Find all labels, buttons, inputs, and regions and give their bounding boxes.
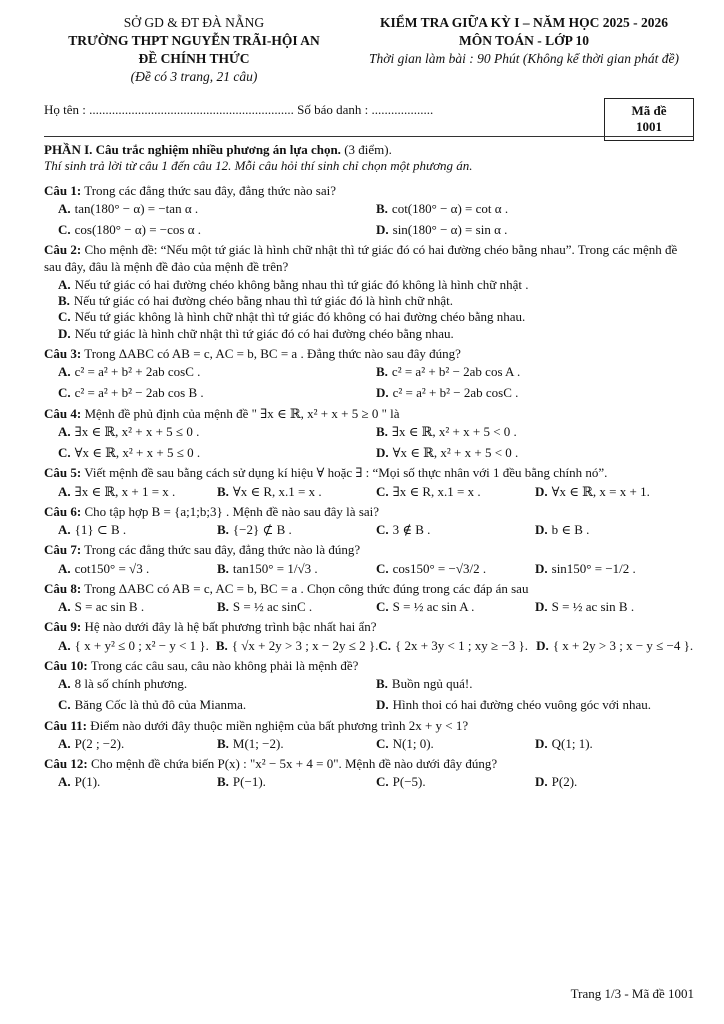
- answer-option-b[interactable]: [376, 424, 694, 440]
- option-key: D.: [376, 222, 389, 237]
- answer-option-c[interactable]: [376, 522, 535, 538]
- answer-option-c[interactable]: [376, 736, 535, 752]
- answer-option-a[interactable]: [58, 277, 694, 293]
- option-key: B.: [376, 423, 388, 439]
- answer-option-b[interactable]: [376, 201, 694, 217]
- question-10: [44, 658, 694, 714]
- answer-option-c[interactable]: [58, 309, 694, 325]
- answer-option-a[interactable]: [58, 561, 217, 577]
- part-heading: [44, 142, 694, 158]
- option-text: c² = a² + b² + 2ab cosC .: [74, 364, 201, 379]
- option-key: B.: [376, 676, 388, 691]
- option-text: { x + 2y > 3 ; x − y ≤ −4 }.: [552, 637, 694, 653]
- answer-option-a[interactable]: [58, 484, 217, 500]
- option-key: A.: [58, 560, 71, 576]
- option-text: P(2 ; −2).: [74, 735, 125, 751]
- question-text: Điểm nào dưới đây thuộc miền nghiệm của bất phương trình 2x + y < 1?: [86, 717, 469, 733]
- option-text: S = ac sin B .: [74, 599, 145, 614]
- option-key: D.: [376, 697, 389, 713]
- option-text: c² = a² + b² − 2ab cos B .: [74, 385, 204, 401]
- option-key: C.: [376, 483, 389, 499]
- part-title: PHẦN I. Câu trắc nghiệm nhiều phương án lựa chọn.: [44, 142, 341, 157]
- option-text: sin(180° − α) = sin α .: [392, 222, 508, 237]
- option-text: Nếu tứ giác có hai đường chéo không bằng nhau thì tứ giác đó không là hình chữ nhật .: [74, 276, 529, 292]
- department-name: SỞ GD & ĐT ĐÀ NẴNG: [123, 15, 265, 30]
- question-text: Trong các câu sau, câu nào không phải là mệnh đề?: [87, 657, 359, 673]
- option-key: C.: [58, 309, 71, 325]
- question-text: Cho tập hợp B = {a;1;b;3} . Mệnh đề nào sau đây là sai?: [81, 503, 380, 519]
- answer-option-d[interactable]: [535, 484, 694, 500]
- answer-options: [58, 484, 694, 500]
- option-key: A.: [58, 637, 71, 653]
- question-2: [44, 242, 694, 342]
- question-7: [44, 542, 694, 577]
- answer-option-a[interactable]: [58, 736, 217, 752]
- question-8: [44, 581, 694, 616]
- question-stem: [44, 183, 694, 199]
- exam-title-block: [354, 14, 694, 68]
- option-text: tan150° = 1/√3 .: [232, 560, 318, 576]
- answer-option-a[interactable]: [58, 599, 217, 615]
- question-stem: [44, 504, 694, 520]
- question-label: Câu 1:: [44, 182, 82, 198]
- option-text: M(1; −2).: [232, 735, 284, 751]
- subject-title: MÔN TOÁN - LỚP 10: [458, 33, 589, 48]
- name-and-id-line: Họ tên : ............................................................... Số báo danh : ...................: [44, 102, 434, 117]
- option-key: C.: [58, 385, 71, 401]
- option-key: B.: [376, 200, 388, 216]
- option-text: c² = a² + b² − 2ab cos A .: [391, 364, 521, 379]
- option-key: C.: [376, 735, 389, 751]
- question-label: Câu 9:: [44, 619, 82, 635]
- option-key: B.: [215, 637, 228, 653]
- option-key: A.: [58, 483, 71, 499]
- option-text: cot150° = √3 .: [74, 560, 150, 576]
- answer-option-a[interactable]: [58, 676, 376, 692]
- answer-option-b[interactable]: [376, 676, 694, 692]
- answer-option-a[interactable]: [58, 201, 376, 217]
- question-stem: [44, 619, 694, 635]
- option-key: B.: [376, 364, 388, 379]
- option-text: cot(180° − α) = cot α .: [391, 200, 509, 216]
- option-key: D.: [535, 483, 548, 499]
- option-text: b ∈ B .: [551, 522, 590, 537]
- question-stem: [44, 242, 694, 275]
- answer-option-b[interactable]: [58, 293, 694, 309]
- question-stem: [44, 465, 694, 481]
- option-text: S = ½ ac sin A .: [392, 599, 475, 614]
- question-label: Câu 7:: [44, 542, 82, 558]
- option-key: B.: [217, 560, 229, 576]
- answer-options: [58, 277, 694, 342]
- option-text: Hình thoi có hai đường chéo vuông góc với nhau.: [392, 697, 652, 713]
- answer-option-c[interactable]: [58, 385, 376, 401]
- exam-content: [44, 142, 694, 791]
- option-key: A.: [58, 276, 71, 292]
- option-key: A.: [58, 599, 71, 614]
- option-text: tan(180° − α) = −tan α .: [74, 200, 199, 216]
- option-key: C.: [376, 599, 389, 614]
- option-text: ∀x ∈ R, x.1 = x .: [232, 483, 322, 499]
- option-text: {−2} ⊄ B .: [232, 522, 292, 537]
- option-key: B.: [217, 483, 229, 499]
- question-text: Hệ nào dưới đây là hệ bất phương trình bậc nhất hai ẩn?: [81, 619, 377, 635]
- answer-options: [58, 736, 694, 752]
- page-count-note: (Đề có 3 trang, 21 câu): [130, 69, 258, 84]
- answer-option-d[interactable]: [535, 774, 694, 790]
- official-label: ĐỀ CHÍNH THỨC: [138, 51, 250, 66]
- answer-option-b[interactable]: [217, 561, 376, 577]
- answer-option-c[interactable]: [378, 638, 536, 654]
- question-1: [44, 183, 694, 239]
- option-key: A.: [58, 364, 71, 379]
- question-stem: [44, 581, 694, 597]
- answer-option-b[interactable]: [217, 736, 376, 752]
- question-list: [44, 183, 694, 791]
- answer-options: [58, 638, 694, 654]
- option-text: ∃x ∈ R, x.1 = x .: [392, 483, 481, 499]
- question-12: [44, 756, 694, 791]
- part-instruction: Thí sinh trả lời từ câu 1 đến câu 12. Mỗi câu hỏi thí sinh chỉ chọn một phương án.: [44, 158, 473, 174]
- option-text: ∀x ∈ ℝ, x = x + 1.: [551, 483, 650, 499]
- option-text: Buồn ngủ quá!.: [391, 676, 473, 691]
- question-stem: [44, 718, 694, 734]
- option-text: c² = a² + b² − 2ab cosC .: [392, 385, 519, 401]
- question-label: Câu 4:: [44, 405, 82, 421]
- question-9: [44, 619, 694, 654]
- option-text: ∃x ∈ ℝ, x² + x + 5 ≤ 0 .: [74, 423, 200, 439]
- question-4: [44, 406, 694, 462]
- option-text: 3 ∉ B .: [392, 522, 431, 537]
- option-key: D.: [535, 560, 548, 576]
- option-text: P(1).: [74, 774, 101, 790]
- answer-option-d[interactable]: [535, 736, 694, 752]
- question-6: [44, 504, 694, 539]
- option-key: C.: [376, 774, 389, 790]
- option-text: {1} ⊂ B .: [74, 522, 127, 537]
- answer-option-a[interactable]: [58, 364, 376, 380]
- question-text: Trong các đẳng thức sau đây, đẳng thức nào là đúng?: [81, 542, 361, 558]
- question-stem: [44, 406, 694, 422]
- question-11: [44, 718, 694, 753]
- question-label: Câu 12:: [44, 756, 88, 771]
- answer-option-a[interactable]: [58, 638, 216, 654]
- question-label: Câu 2:: [44, 242, 82, 258]
- question-3: [44, 346, 694, 402]
- question-stem: [44, 756, 694, 772]
- option-key: D.: [376, 445, 389, 460]
- option-key: A.: [58, 735, 71, 751]
- option-text: Nếu tứ giác là hình chữ nhật thì tứ giác đó có hai đường chéo bằng nhau.: [74, 325, 454, 341]
- answer-option-c[interactable]: [376, 561, 535, 577]
- answer-option-d[interactable]: [376, 385, 694, 401]
- question-label: Câu 8:: [44, 580, 82, 596]
- answer-options: [58, 364, 694, 402]
- answer-option-d[interactable]: [535, 561, 694, 577]
- option-text: N(1; 0).: [392, 735, 434, 751]
- question-text: Trong ΔABC có AB = c, AC = b, BC = a . Chọn công thức đúng trong các đáp án sau: [81, 580, 529, 596]
- header-divider: [44, 136, 694, 137]
- answer-option-d[interactable]: [376, 445, 694, 461]
- option-text: ∀x ∈ ℝ, x² + x + 5 ≤ 0 .: [74, 445, 201, 460]
- answer-option-c[interactable]: [376, 774, 535, 790]
- exam-code-box: Mã đề 1001: [604, 98, 694, 141]
- option-key: B.: [217, 774, 229, 790]
- option-text: cos150° = −√3/2 .: [392, 560, 487, 576]
- option-key: A.: [58, 774, 71, 790]
- question-stem: [44, 542, 694, 558]
- answer-option-d[interactable]: [376, 222, 694, 238]
- student-info: [44, 98, 694, 135]
- option-text: ∃x ∈ ℝ, x² + x + 5 < 0 .: [391, 423, 517, 439]
- answer-options: [58, 774, 694, 790]
- answer-options: [58, 424, 694, 462]
- option-key: A.: [58, 522, 71, 537]
- question-label: Câu 5:: [44, 465, 82, 481]
- question-label: Câu 11:: [44, 717, 87, 733]
- answer-options: [58, 676, 694, 714]
- answer-option-b[interactable]: [217, 522, 376, 538]
- option-text: sin150° = −1/2 .: [551, 560, 636, 576]
- option-key: D.: [535, 774, 548, 790]
- part-points: (3 điểm).: [340, 142, 392, 157]
- answer-option-b[interactable]: [216, 638, 379, 654]
- option-key: D.: [376, 385, 389, 401]
- school-name: TRƯỜNG THPT NGUYỄN TRÃI-HỘI AN: [68, 33, 320, 48]
- option-text: 8 là số chính phương.: [74, 676, 188, 691]
- answer-options: [58, 561, 694, 577]
- option-key: B.: [217, 599, 229, 614]
- answer-option-b[interactable]: [217, 599, 376, 615]
- answer-option-d[interactable]: [58, 326, 694, 342]
- option-key: C.: [58, 445, 71, 460]
- option-text: Nếu tứ giác không là hình chữ nhật thì tứ giác đó không có hai đường chéo bằng nhau.: [74, 309, 526, 325]
- answer-option-d[interactable]: [376, 697, 694, 713]
- answer-option-a[interactable]: [58, 424, 376, 440]
- page-footer: Trang 1/3 - Mã đề 1001: [570, 985, 694, 1001]
- option-text: Băng Cốc là thủ đô của Mianma.: [74, 697, 247, 713]
- option-key: C.: [376, 522, 389, 537]
- option-key: A.: [58, 676, 71, 691]
- option-key: D.: [535, 599, 548, 614]
- answer-option-c[interactable]: [376, 484, 535, 500]
- answer-option-a[interactable]: [58, 774, 217, 790]
- option-key: C.: [58, 222, 71, 237]
- option-text: { √x + 2y > 3 ; x − 2y ≤ 2 }.: [231, 637, 379, 653]
- exam-title: KIỂM TRA GIỮA KỲ I – NĂM HỌC 2025 - 2026: [379, 15, 668, 30]
- option-text: P(−1).: [232, 774, 266, 790]
- answer-option-c[interactable]: [58, 222, 376, 238]
- option-text: { x + y² ≤ 0 ; x² − y < 1 }.: [74, 637, 209, 653]
- option-key: B.: [217, 522, 229, 537]
- option-key: C.: [58, 697, 71, 713]
- question-text: Cho mệnh đề chứa biến P(x) : "x² − 5x + 4 = 0". Mệnh đề nào dưới đây đúng?: [87, 756, 498, 771]
- answer-option-c[interactable]: [376, 599, 535, 615]
- option-text: ∃x ∈ ℝ, x + 1 = x .: [74, 483, 176, 499]
- option-key: D.: [535, 522, 548, 537]
- option-key: C.: [378, 637, 391, 653]
- question-text: Viết mệnh đề sau bằng cách sử dụng kí hiệu ∀ hoặc ∃ : “Mọi số thực nhân với 1 đều bằng chính nó”.: [81, 465, 608, 481]
- answer-option-b[interactable]: [376, 364, 694, 380]
- option-key: D.: [58, 325, 71, 341]
- question-text: Trong ΔABC có AB = c, AC = b, BC = a . Đẳng thức nào sau đây đúng?: [81, 345, 461, 361]
- option-text: P(−5).: [392, 774, 426, 790]
- answer-option-d[interactable]: [535, 522, 694, 538]
- exam-header: [44, 14, 694, 86]
- option-text: { 2x + 3y < 1 ; xy ≥ −3 }.: [394, 637, 528, 653]
- question-text: Mệnh đề phủ định của mệnh đề " ∃x ∈ ℝ, x² + x + 5 ≥ 0 " là: [81, 405, 400, 421]
- answer-option-b[interactable]: [217, 774, 376, 790]
- question-label: Câu 10:: [44, 657, 88, 673]
- option-key: A.: [58, 423, 71, 439]
- answer-options: [58, 599, 694, 615]
- option-key: A.: [58, 200, 71, 216]
- option-text: cos(180° − α) = −cos α .: [74, 222, 202, 237]
- option-text: Nếu tứ giác có hai đường chéo bằng nhau thì tứ giác đó là hình chữ nhật.: [73, 293, 454, 308]
- question-text: Trong các đẳng thức sau đây, đẳng thức nào sai?: [81, 182, 336, 198]
- option-text: Q(1; 1).: [551, 735, 593, 751]
- option-key: B.: [217, 735, 229, 751]
- answer-options: [58, 201, 694, 239]
- answer-option-c[interactable]: [58, 445, 376, 461]
- option-key: D.: [536, 637, 549, 653]
- school-block: [44, 14, 344, 86]
- answer-option-d[interactable]: [535, 599, 694, 615]
- question-label: Câu 3:: [44, 345, 82, 361]
- option-key: C.: [376, 560, 389, 576]
- answer-option-c[interactable]: [58, 697, 376, 713]
- answer-options: [58, 522, 694, 538]
- question-stem: [44, 658, 694, 674]
- option-text: S = ½ ac sinC .: [232, 599, 313, 614]
- option-key: B.: [58, 293, 70, 308]
- option-key: D.: [535, 735, 548, 751]
- answer-option-a[interactable]: [58, 522, 217, 538]
- answer-option-d[interactable]: [536, 638, 694, 654]
- question-stem: [44, 346, 694, 362]
- option-text: S = ½ ac sin B .: [551, 599, 635, 614]
- question-5: [44, 465, 694, 500]
- answer-option-b[interactable]: [217, 484, 376, 500]
- question-label: Câu 6:: [44, 503, 82, 519]
- option-text: P(2).: [551, 774, 578, 790]
- option-text: ∀x ∈ ℝ, x² + x + 5 < 0 .: [392, 445, 519, 460]
- time-note: Thời gian làm bài : 90 Phút (Không kể thời gian phát đề): [369, 51, 679, 66]
- question-text: Cho mệnh đề: “Nếu một tứ giác là hình chữ nhật thì tứ giác đó có hai đường chéo bằng nhau”. Trong các mệnh đề sau đây, đâu là mệnh đề đảo của mệnh đề trên?: [44, 242, 678, 274]
